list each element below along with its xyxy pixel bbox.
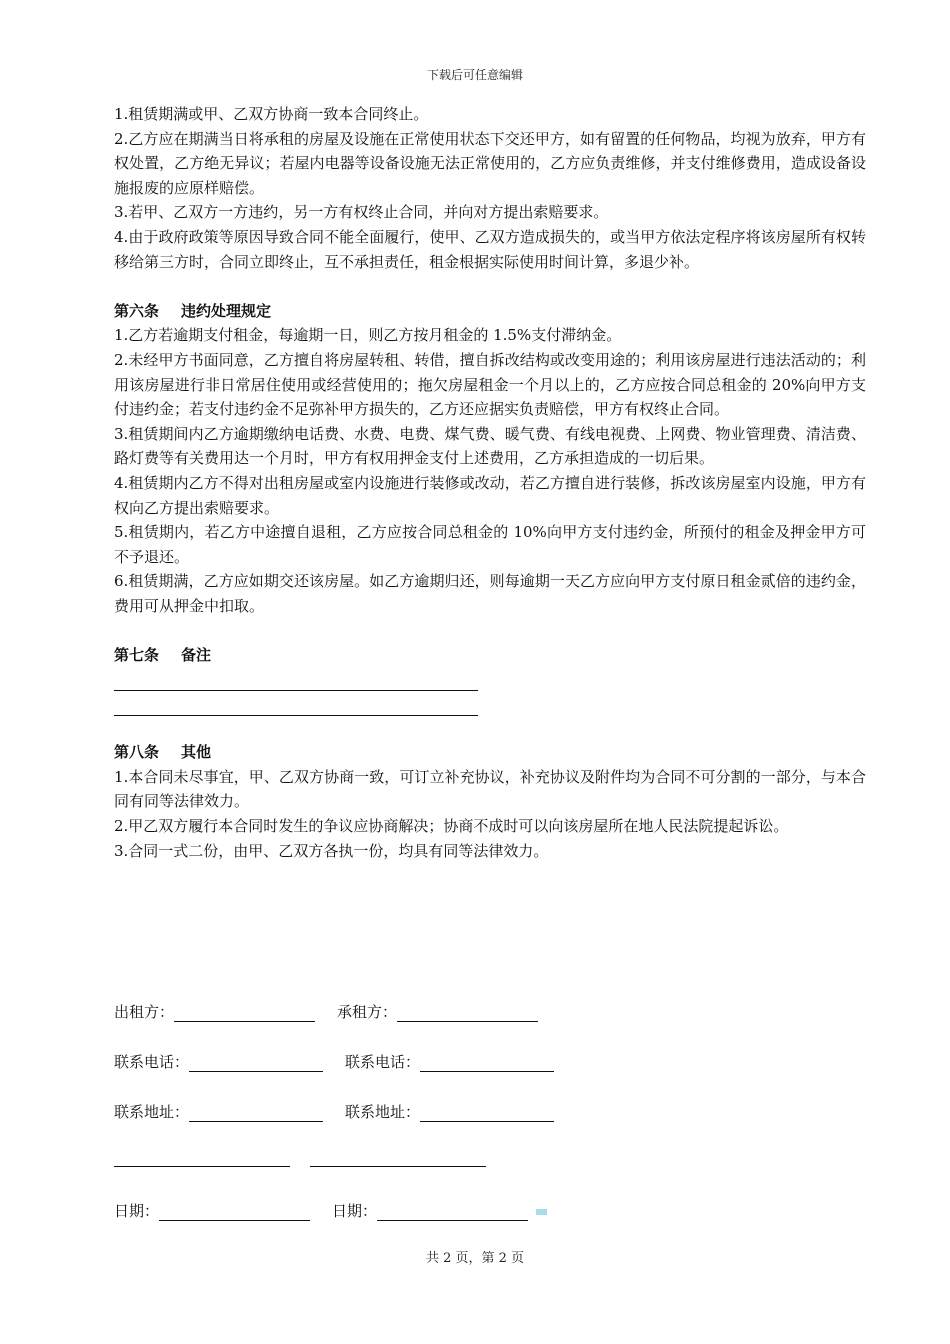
- lessee-blank[interactable]: [397, 1003, 538, 1022]
- lessee-address-blank[interactable]: [420, 1103, 554, 1122]
- lessor-address-blank[interactable]: [189, 1103, 323, 1122]
- clause-item: 2.乙方应在期满当日将承租的房屋及设施在正常使用状态下交还甲方，如有留置的任何物品，均视为放弃，甲方有权处置，乙方绝无异议；若屋内电器等设备设施无法正常使用的，乙方应负责维修，并支付维修费用，造成设备设施报废的应原样赔偿。: [114, 129, 866, 197]
- signature-row-blank: [114, 1148, 486, 1167]
- lessor-address-label: 联系地址：: [114, 1103, 190, 1121]
- signature-blank[interactable]: [310, 1148, 486, 1167]
- lessor-phone-blank[interactable]: [189, 1053, 323, 1072]
- lessor-date-label: 日期：: [114, 1202, 160, 1220]
- page-footer: 共 2 页，第 2 页: [425, 1251, 525, 1266]
- document-body: [114, 102, 866, 863]
- lessee-date-label: 日期：: [332, 1202, 378, 1220]
- lessor-blank[interactable]: [174, 1003, 315, 1022]
- lessor-label: 出租方：: [114, 1003, 175, 1021]
- clause-item: 1.本合同未尽事宜，甲、乙双方协商一致，可订立补充协议，补充协议及附件均为合同不可分割的一部分，与本合同有同等法律效力。: [114, 767, 866, 811]
- signature-row-date: [114, 1200, 528, 1221]
- lessor-date-blank[interactable]: [159, 1202, 310, 1221]
- lessee-phone-label: 联系电话：: [345, 1053, 421, 1071]
- lessee-label: 承租方：: [337, 1003, 398, 1021]
- section-number: 第七条: [114, 646, 160, 665]
- lessee-date-blank[interactable]: [377, 1202, 528, 1221]
- clause-item: 2.未经甲方书面同意，乙方擅自将房屋转租、转借，擅自拆改结构或改变用途的；利用该房屋进行违法活动的；利用该房屋进行非日常居住使用或经营使用的；拖欠房屋租金一个月以上的，乙方应按合同总租金的 20%向甲方支付违约金；若支付违约金不足弥补甲方损失的，乙方还应据实负责赔偿，甲方有权终止合同。: [114, 350, 866, 419]
- clause-item: 2.甲乙双方履行本合同时发生的争议应协商解决；协商不成时可以向该房屋所在地人民法院提起诉讼。: [114, 817, 789, 836]
- remark-blank-line[interactable]: [114, 691, 478, 716]
- signature-blank[interactable]: [114, 1148, 290, 1167]
- lessee-address-label: 联系地址：: [345, 1103, 421, 1121]
- text-cursor-marker: [536, 1209, 547, 1215]
- lessor-phone-label: 联系电话：: [114, 1053, 190, 1071]
- clause-item: 3.若甲、乙双方一方违约，另一方有权终止合同，并向对方提出索赔要求。: [114, 203, 609, 222]
- section-title: 其他: [181, 743, 212, 762]
- page-header: 下载后可任意编辑: [426, 68, 523, 82]
- lessee-phone-blank[interactable]: [420, 1053, 554, 1072]
- signature-row-parties: [114, 1001, 538, 1022]
- section-title: 备注: [181, 646, 212, 665]
- section-number: 第六条: [114, 301, 160, 320]
- clause-item: 3.租赁期间内乙方逾期缴纳电话费、水费、电费、煤气费、暖气费、有线电视费、上网费、物业管理费、清洁费、路灯费等有关费用达一个月时，甲方有权用押金支付上述费用，乙方承担造成的一切后果。: [114, 424, 866, 468]
- section-number: 第八条: [114, 743, 160, 762]
- clause-item: 3.合同一式二份，由甲、乙双方各执一份，均具有同等法律效力。: [114, 841, 549, 860]
- clause-item: 1.租赁期满或甲、乙双方协商一致本合同终止。: [114, 105, 429, 123]
- clause-item: 6.租赁期满，乙方应如期交还该房屋。如乙方逾期归还，则每逾期一天乙方应向甲方支付原日租金贰倍的违约金，费用可从押金中扣取。: [114, 572, 866, 615]
- clause-item: 4.由于政府政策等原因导致合同不能全面履行，使甲、乙双方造成损失的，或当甲方依法定程序将该房屋所有权转移给第三方时，合同立即终止，互不承担责任，租金根据实际使用时间计算，多退少补。: [114, 227, 866, 271]
- remark-blank-line[interactable]: [114, 668, 478, 691]
- signature-row-phone: [114, 1051, 554, 1072]
- section-heading-6: [114, 299, 866, 324]
- clause-item: 5.租赁期内，若乙方中途擅自退租，乙方应按合同总租金的 10%向甲方支付违约金，所预付的租金及押金甲方可不予退还。: [114, 523, 866, 566]
- signature-row-address: [114, 1101, 554, 1122]
- section-heading-7: [114, 643, 866, 668]
- section-heading-8: [114, 740, 866, 765]
- clause-item: 1.乙方若逾期支付租金，每逾期一日，则乙方按月租金的 1.5%支付滞纳金。: [114, 326, 622, 345]
- section-title: 违约处理规定: [181, 301, 272, 320]
- clause-item: 4.租赁期内乙方不得对出租房屋或室内设施进行装修或改动，若乙方擅自进行装修，拆改该房屋室内设施，甲方有权向乙方提出索赔要求。: [114, 473, 866, 517]
